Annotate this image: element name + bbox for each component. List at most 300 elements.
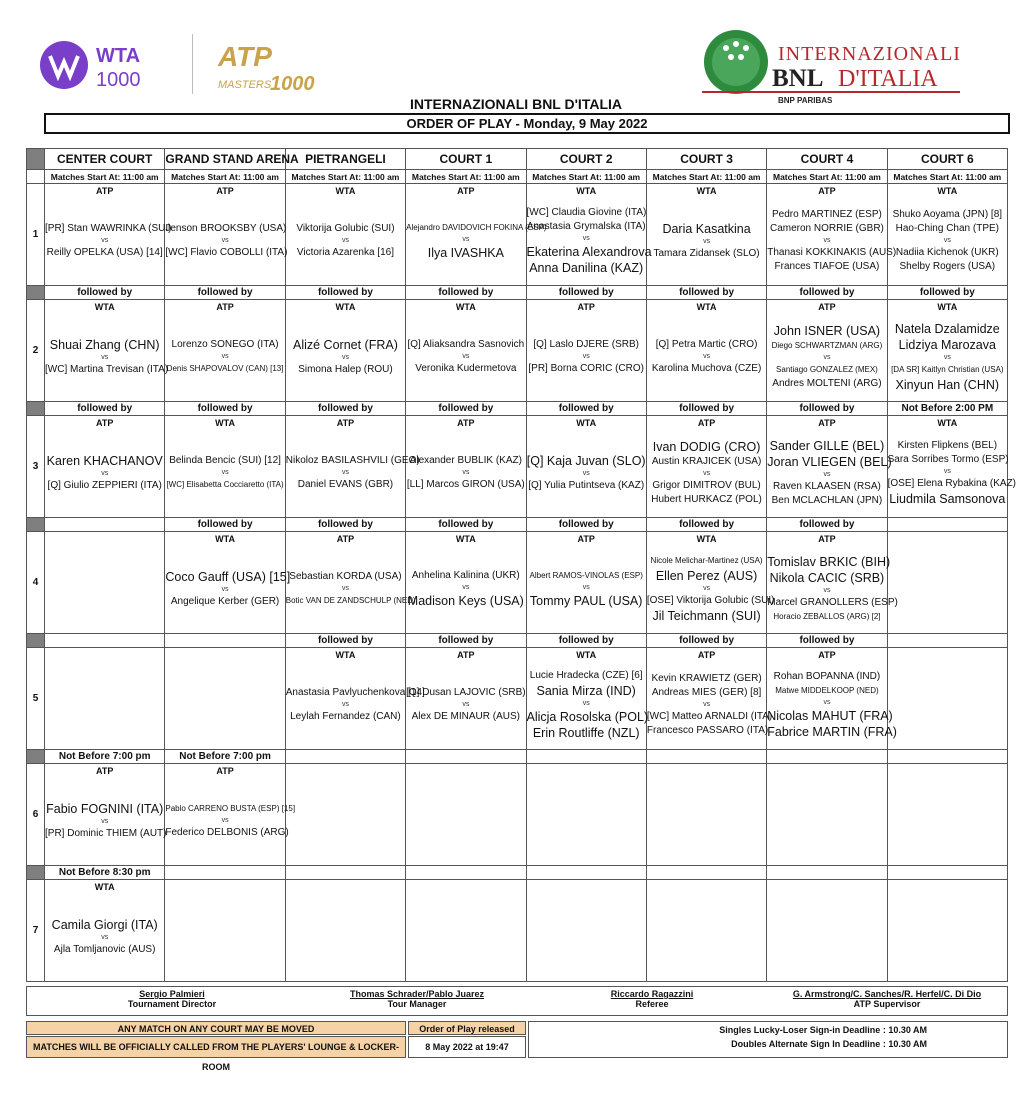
player-name: Pablo CARRENO BUSTA (ESP) [15] (165, 803, 296, 813)
player-name: Sander GILLE (BEL) (769, 438, 885, 453)
player-name: Karolina Muchova (CZE) (651, 362, 762, 374)
followed-by-label (406, 750, 526, 764)
atp-masters-logo (212, 40, 322, 96)
followed-by-label: followed by (406, 518, 526, 532)
official-tournament-director (87, 989, 257, 1009)
followed-by-label: followed by (45, 402, 165, 416)
tour-label: ATP (336, 534, 355, 544)
match-row (27, 764, 1008, 866)
player-name: [DA SR] Kaitlyn Christian (USA) (891, 364, 1004, 374)
player-name: [Q] Yulia Putintseva (KAZ) (528, 479, 645, 491)
match-content (286, 300, 405, 401)
match-cell (887, 416, 1017, 518)
player-name: Nikoloz BASILASHVILI (GEO) (285, 454, 420, 466)
followed-by-label: followed by (526, 518, 646, 532)
match-players (527, 428, 646, 517)
player-name: Alex DE MINAUR (AUS) (411, 710, 520, 722)
player-name: Tomislav BRKIC (BIH) (767, 554, 891, 569)
svg-text:MASTERS: MASTERS (218, 79, 272, 91)
player-name: Tamara Zidansek (SLO) (653, 247, 760, 259)
match-content (767, 648, 897, 749)
player-name: Denis SHAPOVALOV (CAN) [13] (166, 363, 284, 373)
row-separator-gray (27, 402, 45, 416)
vs-label: vs (221, 585, 229, 593)
player-name: Rohan BOPANNA (IND) (773, 670, 881, 682)
player-name: Shuai Zhang (CHN) (49, 337, 160, 352)
tour-label: ATP (216, 186, 234, 196)
followed-by-label: followed by (45, 286, 165, 300)
tour-label: ATP (818, 534, 836, 544)
vs-label: vs (101, 817, 109, 825)
vs-label: vs (221, 468, 229, 476)
match-cell (165, 300, 285, 402)
player-name: Marcel GRANOLLERS (ESP) (767, 596, 898, 608)
player-name: [WC] Claudia Giovine (ITA) (526, 206, 647, 218)
player-name: Reilly OPELKA (USA) [14] (46, 246, 163, 258)
match-content (285, 532, 416, 633)
svg-text:1000: 1000 (96, 69, 141, 91)
match-cell (165, 416, 285, 518)
followed-by-label (45, 634, 165, 648)
match-cell (526, 764, 646, 866)
match-players (646, 544, 775, 633)
player-name: Cameron NORRIE (GBR) (769, 222, 884, 234)
player-name: Liudmila Samsonova (889, 491, 1006, 506)
tour-label: ATP (818, 418, 836, 428)
vs-label: vs (703, 237, 711, 245)
match-cell (406, 880, 526, 982)
match-cell (165, 648, 285, 750)
match-cell (646, 532, 775, 634)
vs-label: vs (582, 583, 590, 591)
match-players (286, 312, 405, 401)
followed-by-label: followed by (767, 402, 887, 416)
tournament-title: INTERNAZIONALI BNL D'ITALIA (409, 96, 623, 112)
followed-by-label: followed by (285, 518, 405, 532)
tour-label: WTA (94, 302, 115, 312)
logo-divider (192, 34, 193, 94)
court-name: GRAND STAND ARENA (165, 149, 285, 170)
match-players (406, 196, 547, 285)
vs-label: vs (703, 352, 711, 360)
tour-label: WTA (937, 186, 958, 196)
match-cell (646, 416, 766, 518)
player-name: Ajla Tomljanovic (AUS) (53, 943, 156, 955)
match-content (165, 532, 291, 633)
player-name: Francesco PASSARO (ITA) (646, 724, 769, 736)
followed-by-label: followed by (285, 402, 405, 416)
vs-label: vs (341, 584, 349, 592)
player-name: Fabrice MARTIN (FRA) (767, 724, 897, 739)
vs-label: vs (341, 353, 349, 361)
followed-by-label: followed by (646, 402, 766, 416)
match-players (647, 428, 766, 517)
player-name: Madison Keys (USA) (407, 593, 524, 608)
player-name: Daria Kasatkina (662, 221, 751, 236)
match-cell (646, 300, 766, 402)
match-row (27, 880, 1008, 982)
player-name: Kirsten Flipkens (BEL) (897, 439, 998, 451)
match-cell (646, 764, 766, 866)
player-name: Daniel EVANS (GBR) (297, 478, 394, 490)
tour-label: ATP (697, 650, 716, 660)
match-cell (285, 300, 405, 402)
match-cell (767, 184, 897, 286)
match-cell (45, 648, 165, 750)
tour-label: WTA (937, 418, 958, 428)
vs-label: vs (703, 700, 711, 708)
match-players (45, 428, 164, 517)
vs-label: vs (943, 467, 951, 475)
vs-label: vs (462, 352, 470, 360)
match-players (45, 776, 167, 865)
start-blank (27, 170, 45, 184)
match-content (406, 532, 525, 633)
followed-by-label (646, 866, 766, 880)
match-content (647, 300, 766, 401)
player-name: Horacio ZEBALLOS (ARG) [2] (773, 611, 881, 621)
match-cell (646, 880, 766, 982)
player-name: Ben MCLACHLAN (JPN) (771, 494, 883, 506)
vs-label: vs (823, 236, 831, 244)
followed-by-label (526, 866, 646, 880)
followed-by-label (406, 866, 526, 880)
match-players (767, 196, 897, 285)
row-separator-gray (27, 866, 45, 880)
deadline-singles: Singles Lucky-Loser Sign-in Deadline : 10.30 AM (719, 1025, 927, 1035)
svg-text:D'ITALIA: D'ITALIA (838, 66, 938, 92)
vs-label: vs (462, 468, 470, 476)
player-name: [Q] Kaja Juvan (SLO) (526, 453, 646, 468)
official-name: Riccardo Ragazzini (610, 989, 694, 999)
tour-label: WTA (937, 302, 958, 312)
match-cell (526, 880, 646, 982)
player-name: Federico DELBONIS (ARG) (165, 826, 289, 838)
player-name: Alicja Rosolska (POL) (526, 709, 649, 724)
match-cell (526, 416, 646, 518)
match-players (646, 660, 773, 749)
court-name: COURT 3 (646, 149, 766, 170)
officials-row (26, 986, 1008, 1016)
vs-label: vs (101, 236, 109, 244)
followed-by-row (27, 402, 1008, 416)
match-row (27, 416, 1008, 518)
match-content (45, 764, 167, 865)
match-players (45, 892, 164, 981)
match-content (45, 880, 164, 981)
match-cell (767, 532, 898, 634)
match-content (45, 300, 169, 401)
followed-by-label: followed by (165, 286, 285, 300)
footer-notices (26, 1021, 1008, 1072)
player-name: Botic VAN DE ZANDSCHULP (NED) (285, 595, 416, 605)
tour-label: ATP (457, 186, 475, 196)
match-cell (165, 184, 288, 286)
match-cell (165, 532, 291, 634)
order-of-play-table (26, 148, 1017, 982)
start-time: Matches Start At: 11:00 am (406, 170, 526, 184)
match-row (27, 300, 1008, 402)
match-players (527, 312, 646, 401)
court-name: COURT 2 (526, 149, 646, 170)
tour-label: ATP (577, 302, 595, 312)
vs-label: vs (221, 352, 229, 360)
match-cell (887, 300, 1007, 402)
player-name: Ilya IVASHKA (427, 245, 504, 260)
player-name: Sara Sorribes Tormo (ESP) (887, 453, 1009, 465)
player-name: Shuko Aoyama (JPN) [8] (892, 208, 1003, 220)
followed-by-label (887, 866, 1007, 880)
player-name: Erin Routliffe (NZL) (532, 725, 640, 740)
followed-by-label (646, 750, 766, 764)
vs-label: vs (582, 469, 590, 477)
tour-label: WTA (455, 302, 476, 312)
match-cell (526, 648, 649, 750)
match-players (527, 544, 646, 633)
followed-by-row (27, 518, 1008, 532)
tour-label: ATP (457, 650, 475, 660)
player-name: Nikola CACIC (SRB) (769, 570, 885, 585)
player-name: Joran VLIEGEN (BEL) (767, 454, 892, 469)
followed-by-label: followed by (165, 402, 285, 416)
match-cell (887, 532, 1007, 634)
match-content (406, 416, 525, 517)
player-name: Simona Halep (ROU) (298, 363, 393, 375)
match-content (406, 184, 547, 285)
tour-label: ATP (818, 302, 836, 312)
svg-text:WTA: WTA (96, 45, 141, 67)
official-atp-supervisor (767, 989, 1007, 1009)
tour-label: ATP (818, 650, 836, 660)
tour-label: ATP (457, 418, 475, 428)
tour-label: WTA (335, 650, 356, 660)
followed-by-label: followed by (767, 634, 887, 648)
tour-label: WTA (696, 534, 717, 544)
released-value: 8 May 2022 at 19:47 (408, 1036, 526, 1058)
player-name: Thanasi KOKKINAKIS (AUS) (767, 246, 897, 258)
tour-label: WTA (335, 302, 356, 312)
match-cell (526, 300, 646, 402)
match-content (887, 416, 1017, 517)
player-name: Santiago GONZALEZ (MEX) (776, 364, 878, 374)
official-role: Tournament Director (127, 999, 217, 1009)
player-name: [LL] Marcos GIRON (USA) (406, 478, 525, 490)
match-content (165, 416, 284, 517)
vs-label: vs (341, 236, 349, 244)
vs-label: vs (582, 699, 590, 707)
match-content (526, 648, 649, 749)
tour-label: WTA (576, 418, 597, 428)
followed-by-label: followed by (406, 402, 526, 416)
match-cell (406, 184, 547, 286)
court-name: CENTER COURT (45, 149, 165, 170)
vs-label: vs (823, 698, 831, 706)
match-content (767, 532, 898, 633)
player-name: Pedro MARTINEZ (ESP) (772, 208, 882, 220)
match-content (165, 300, 284, 401)
match-content (406, 300, 525, 401)
match-cell (45, 532, 165, 634)
tour-label: ATP (96, 418, 114, 428)
match-cell (45, 184, 172, 286)
match-row (27, 648, 1008, 750)
official-name: Sergio Palmieri (139, 989, 205, 999)
match-players (526, 196, 652, 285)
match-cell (165, 764, 296, 866)
match-players (526, 660, 649, 749)
followed-by-label (45, 518, 165, 532)
match-cell (646, 184, 766, 286)
match-cell (45, 880, 165, 982)
official-name: G. Armstrong/C. Sanches/R. Herfel/C. Di Dio (792, 989, 982, 999)
match-cell (285, 648, 425, 750)
player-name: [Q] Aliaksandra Sasnovich (407, 338, 525, 350)
match-content (165, 184, 288, 285)
followed-by-label: followed by (526, 286, 646, 300)
row-separator-gray (27, 518, 45, 532)
vs-label: vs (582, 352, 590, 360)
player-name: Raven KLAASEN (RSA) (773, 480, 881, 492)
match-players (165, 196, 288, 285)
followed-by-row (27, 750, 1008, 764)
match-content (647, 416, 766, 517)
match-cell (406, 532, 526, 634)
start-time: Matches Start At: 11:00 am (887, 170, 1007, 184)
deadlines-box (528, 1021, 1008, 1058)
match-content (45, 184, 172, 285)
row-number: 4 (27, 532, 45, 634)
player-name: Alizé Cornet (FRA) (292, 337, 398, 352)
player-name: Anhelina Kalinina (UKR) (411, 569, 520, 581)
followed-by-label: Not Before 7:00 pm (45, 750, 165, 764)
tour-label: WTA (696, 186, 717, 196)
row-number: 5 (27, 648, 45, 750)
player-name: Lucie Hradecka (CZE) [6] (529, 669, 643, 681)
player-name: Natela Dzalamidze (894, 321, 1000, 336)
followed-by-label (285, 866, 405, 880)
row-number: 1 (27, 184, 45, 286)
player-name: Jenson BROOKSBY (USA) (165, 222, 287, 234)
official-role: Referee (635, 999, 669, 1009)
player-name: Jil Teichmann (SUI) (652, 608, 761, 623)
vs-label: vs (101, 933, 109, 941)
match-content (527, 416, 646, 517)
start-time: Matches Start At: 11:00 am (526, 170, 646, 184)
official-role: Tour Manager (387, 999, 447, 1009)
match-players (887, 428, 1017, 517)
svg-text:BNP PARIBAS: BNP PARIBAS (778, 96, 833, 105)
player-name: [Q] Giulio ZEPPIERI (ITA) (47, 479, 162, 491)
match-content (285, 416, 420, 517)
player-name: Kevin KRAWIETZ (GER) (651, 672, 762, 684)
official-role: ATP Supervisor (853, 999, 921, 1009)
vs-label: vs (943, 353, 951, 361)
match-content (767, 184, 897, 285)
match-players (165, 428, 284, 517)
player-name: [OSE] Viktorija Golubic (SUI) (646, 594, 775, 606)
tour-label: WTA (94, 882, 115, 892)
match-players (45, 312, 169, 401)
court-name: COURT 1 (406, 149, 526, 170)
header-logos (0, 0, 1032, 105)
followed-by-label: followed by (406, 634, 526, 648)
player-name: Austin KRAJICEK (USA) (651, 455, 762, 467)
followed-by-label: followed by (646, 518, 766, 532)
vs-label: vs (703, 584, 711, 592)
match-cell (526, 184, 652, 286)
followed-by-label: followed by (646, 286, 766, 300)
followed-by-label (887, 518, 1007, 532)
player-name: Anastasia Grymalska (ITA) (526, 220, 646, 232)
match-content (888, 300, 1007, 401)
player-name: Nadiia Kichenok (UKR) (895, 246, 999, 258)
official-referee (567, 989, 737, 1009)
followed-by-row (27, 286, 1008, 300)
row-separator-gray (27, 286, 45, 300)
match-cell (45, 764, 165, 866)
followed-by-label (285, 750, 405, 764)
match-players (767, 428, 892, 517)
released-label: Order of Play released (408, 1021, 526, 1035)
vs-label: vs (703, 469, 711, 477)
player-name: Anastasia Pavlyuchenkova [14] (285, 686, 425, 698)
player-name: [PR] Stan WAWRINKA (SUI) (45, 222, 172, 234)
player-name: [WC] Elisabetta Cocciaretto (ITA) (166, 479, 284, 489)
match-content (45, 416, 164, 517)
vs-label: vs (341, 700, 349, 708)
player-name: Shelby Rogers (USA) (899, 260, 996, 272)
vs-label: vs (462, 235, 470, 243)
notice-called: MATCHES WILL BE OFFICIALLY CALLED FROM THE PLAYERS' LOUNGE & LOCKER-ROOM (26, 1036, 406, 1058)
player-name: Alexander BUBLIK (KAZ) (409, 454, 522, 466)
match-players (286, 196, 405, 285)
court-name: COURT 6 (887, 149, 1007, 170)
vs-label: vs (823, 470, 831, 478)
match-players (285, 428, 420, 517)
match-content (647, 184, 766, 285)
match-players (285, 544, 416, 633)
match-cell (285, 184, 405, 286)
tour-label: ATP (697, 418, 716, 428)
match-cell (165, 880, 285, 982)
row-number: 7 (27, 880, 45, 982)
player-name: Andres MOLTENI (ARG) (772, 377, 882, 389)
deadline-doubles: Doubles Alternate Sign In Deadline : 10.30 AM (731, 1039, 927, 1049)
player-name: Coco Gauff (USA) [15] (165, 569, 291, 584)
corner-cell (27, 149, 45, 170)
match-cell (767, 880, 887, 982)
court-name: PIETRANGELI (285, 149, 405, 170)
court-header-row (27, 149, 1008, 170)
player-name: Matwe MIDDELKOOP (NED) (775, 685, 879, 695)
player-name: Ellen Perez (AUS) (655, 568, 758, 583)
vs-label: vs (101, 469, 109, 477)
match-content (526, 184, 652, 285)
followed-by-label (526, 750, 646, 764)
player-name: Frances TIAFOE (USA) (774, 260, 880, 272)
svg-text:1000: 1000 (270, 73, 315, 95)
player-name: Ivan DODIG (CRO) (652, 439, 761, 454)
row-number: 3 (27, 416, 45, 518)
player-name: Hubert HURKACZ (POL) (651, 493, 762, 505)
match-content (646, 532, 775, 633)
followed-by-label: Not Before 8:30 pm (45, 866, 165, 880)
player-name: Anna Danilina (KAZ) (529, 260, 644, 275)
player-name: Andreas MIES (GER) [8] (651, 686, 762, 698)
player-name: Sebastian KORDA (USA) (289, 570, 402, 582)
player-name: Lorenzo SONEGO (ITA) (171, 338, 279, 350)
match-players (165, 544, 291, 633)
